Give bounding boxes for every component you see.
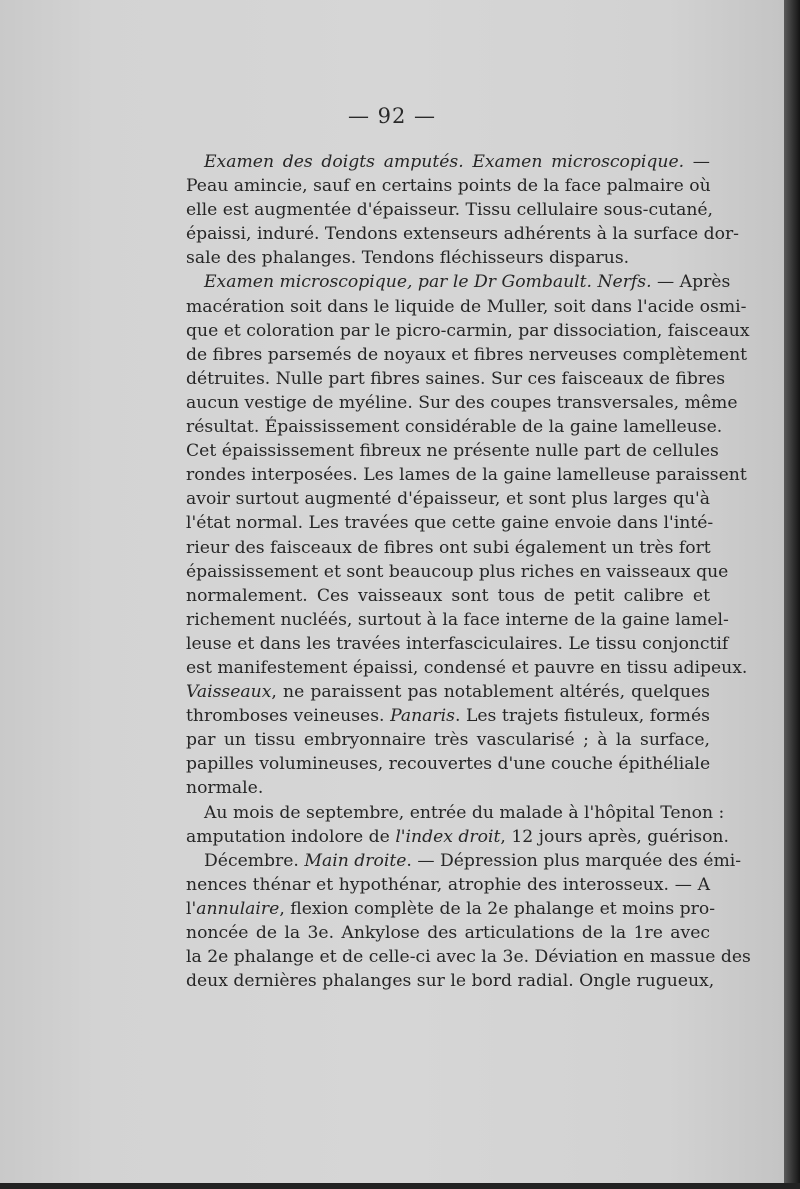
text-line — [186, 704, 710, 728]
text-line — [186, 945, 751, 969]
text-segment: détruites. Nulle part fibres saines. Sur ces faisceaux de fibres — [186, 368, 726, 389]
text-line — [186, 656, 748, 680]
text-segment: , flexion complète de la 2e phalange et moins pro- — [279, 898, 716, 919]
text-segment: richement nucléés, surtout à la face interne de la gaine lamel- — [186, 609, 729, 630]
text-segment: rondes interposées. Les lames de la gaine lamelleuse paraissent — [186, 465, 747, 486]
page-number: — 92 — — [347, 104, 437, 128]
text-line — [186, 969, 715, 993]
text-segment: leuse et dans les travées interfasciculaires. Le tissu conjonctif — [186, 633, 729, 654]
text-line — [186, 295, 747, 319]
italic-text-segment: Panaris — [390, 706, 455, 727]
text-line — [186, 776, 710, 800]
text-segment: de fibres parsemés de noyaux et fibres nerveuses complètement — [186, 344, 748, 365]
text-line — [186, 511, 714, 535]
text-line — [186, 222, 739, 246]
text-line — [186, 367, 726, 391]
text-segment: par un tissu embryonnaire très vascularisé ; à la surface, — [186, 730, 710, 751]
text-segment: épaississement et sont beaucoup plus riches en vaisseaux que — [186, 561, 729, 582]
text-segment: avoir surtout augmenté d'épaisseur, et sont plus larges qu'à — [186, 489, 710, 510]
text-line — [186, 415, 723, 439]
text-line — [186, 246, 710, 270]
text-segment: que et coloration par le picro-carmin, par dissociation, faisceaux — [186, 320, 750, 341]
text-line — [186, 752, 710, 776]
page-body-text — [186, 150, 751, 993]
text-line — [186, 584, 710, 608]
text-line — [186, 319, 750, 343]
text-segment: Cet épaississement fibreux ne présente nulle part de cellules — [186, 441, 719, 462]
text-line — [186, 728, 710, 752]
text-segment: noncée de la 3e. Ankylose des articulations de la 1re avec — [186, 923, 710, 943]
text-line — [186, 270, 731, 294]
text-segment: normale. — [186, 778, 264, 799]
text-segment: résultat. Épaississement considérable de la gaine lamelleuse. — [186, 417, 723, 438]
text-segment: normalement. Ces vaisseaux sont tous de petit calibre et — [186, 585, 710, 606]
text-segment: la 2e phalange et de celle-ci avec la 3e. Déviation en massue des — [186, 947, 751, 968]
text-line — [186, 632, 729, 656]
text-line — [186, 174, 710, 198]
text-line — [186, 608, 729, 632]
text-segment: macération soit dans le liquide de Muller, soit dans l'acide osmi- — [186, 296, 747, 317]
text-segment: papilles volumineuses, recouvertes d'une couche épithéliale — [186, 754, 711, 775]
text-segment: nences thénar et hypothénar, atrophie des interosseux. — A — [186, 874, 710, 895]
text-segment: l'état normal. Les travées que cette gaine envoie dans l'inté- — [186, 513, 714, 534]
text-segment: — — [684, 152, 710, 172]
text-segment: sale des phalanges. Tendons fléchisseurs disparus. — [186, 248, 630, 269]
text-line — [186, 391, 738, 415]
text-segment: elle est augmentée d'épaisseur. Tissu cellulaire sous-cutané, — [186, 200, 714, 221]
italic-text-segment: l'index droit — [395, 826, 501, 847]
text-line — [186, 560, 729, 584]
text-segment: rieur des faisceaux de fibres ont subi également un très fort — [186, 537, 711, 558]
text-segment: amputation indolore de — [186, 826, 396, 847]
text-line — [186, 680, 710, 704]
italic-text-segment: Main droite — [304, 850, 407, 871]
text-segment: épaissi, induré. Tendons extenseurs adhérents à la surface dor- — [186, 224, 739, 245]
page-bottom-edge — [0, 1183, 800, 1189]
italic-text-segment: Vaisseaux — [186, 682, 272, 703]
italic-text-segment: Examen des doigts amputés. Examen microscopique. — [204, 152, 685, 172]
text-segment: est manifestement épaissi, condensé et pauvre en tissu adipeux. — [186, 657, 748, 678]
text-segment: Peau amincie, sauf en certains points de la face palmaire où — [186, 176, 711, 197]
italic-text-segment: annulaire — [196, 898, 280, 919]
text-segment: Au mois de septembre, entrée du malade à l'hôpital Tenon : — [204, 802, 725, 823]
text-line — [186, 463, 747, 487]
text-line — [186, 849, 742, 873]
text-segment: thromboses veineuses. — [186, 706, 391, 727]
text-segment: , 12 jours après, guérison. — [500, 826, 729, 847]
text-line — [186, 825, 729, 849]
text-line — [186, 150, 710, 174]
page-edge-shadow — [784, 0, 800, 1189]
text-segment: aucun vestige de myéline. Sur des coupes transversales, même — [186, 392, 738, 413]
text-line — [186, 536, 710, 560]
text-line — [186, 487, 710, 511]
text-segment: , ne paraissent pas notablement altérés, quelques — [271, 682, 710, 703]
text-line — [186, 921, 710, 945]
text-segment: — Après — [651, 272, 731, 293]
text-segment: . Les trajets fistuleux, formés — [454, 706, 710, 727]
text-segment: Décembre. — [204, 850, 305, 871]
italic-text-segment: Examen microscopique, par le Dr Gombault. Nerfs. — [204, 272, 652, 293]
text-segment: deux dernières phalanges sur le bord radial. Ongle rugueux, — [186, 971, 715, 992]
text-line — [186, 801, 725, 825]
text-line — [186, 198, 714, 222]
text-line — [186, 343, 748, 367]
text-segment: . — Dépression plus marquée des émi- — [406, 850, 742, 871]
text-segment: l' — [186, 898, 197, 919]
text-line — [186, 873, 710, 897]
text-line — [186, 439, 719, 463]
text-line — [186, 897, 716, 921]
